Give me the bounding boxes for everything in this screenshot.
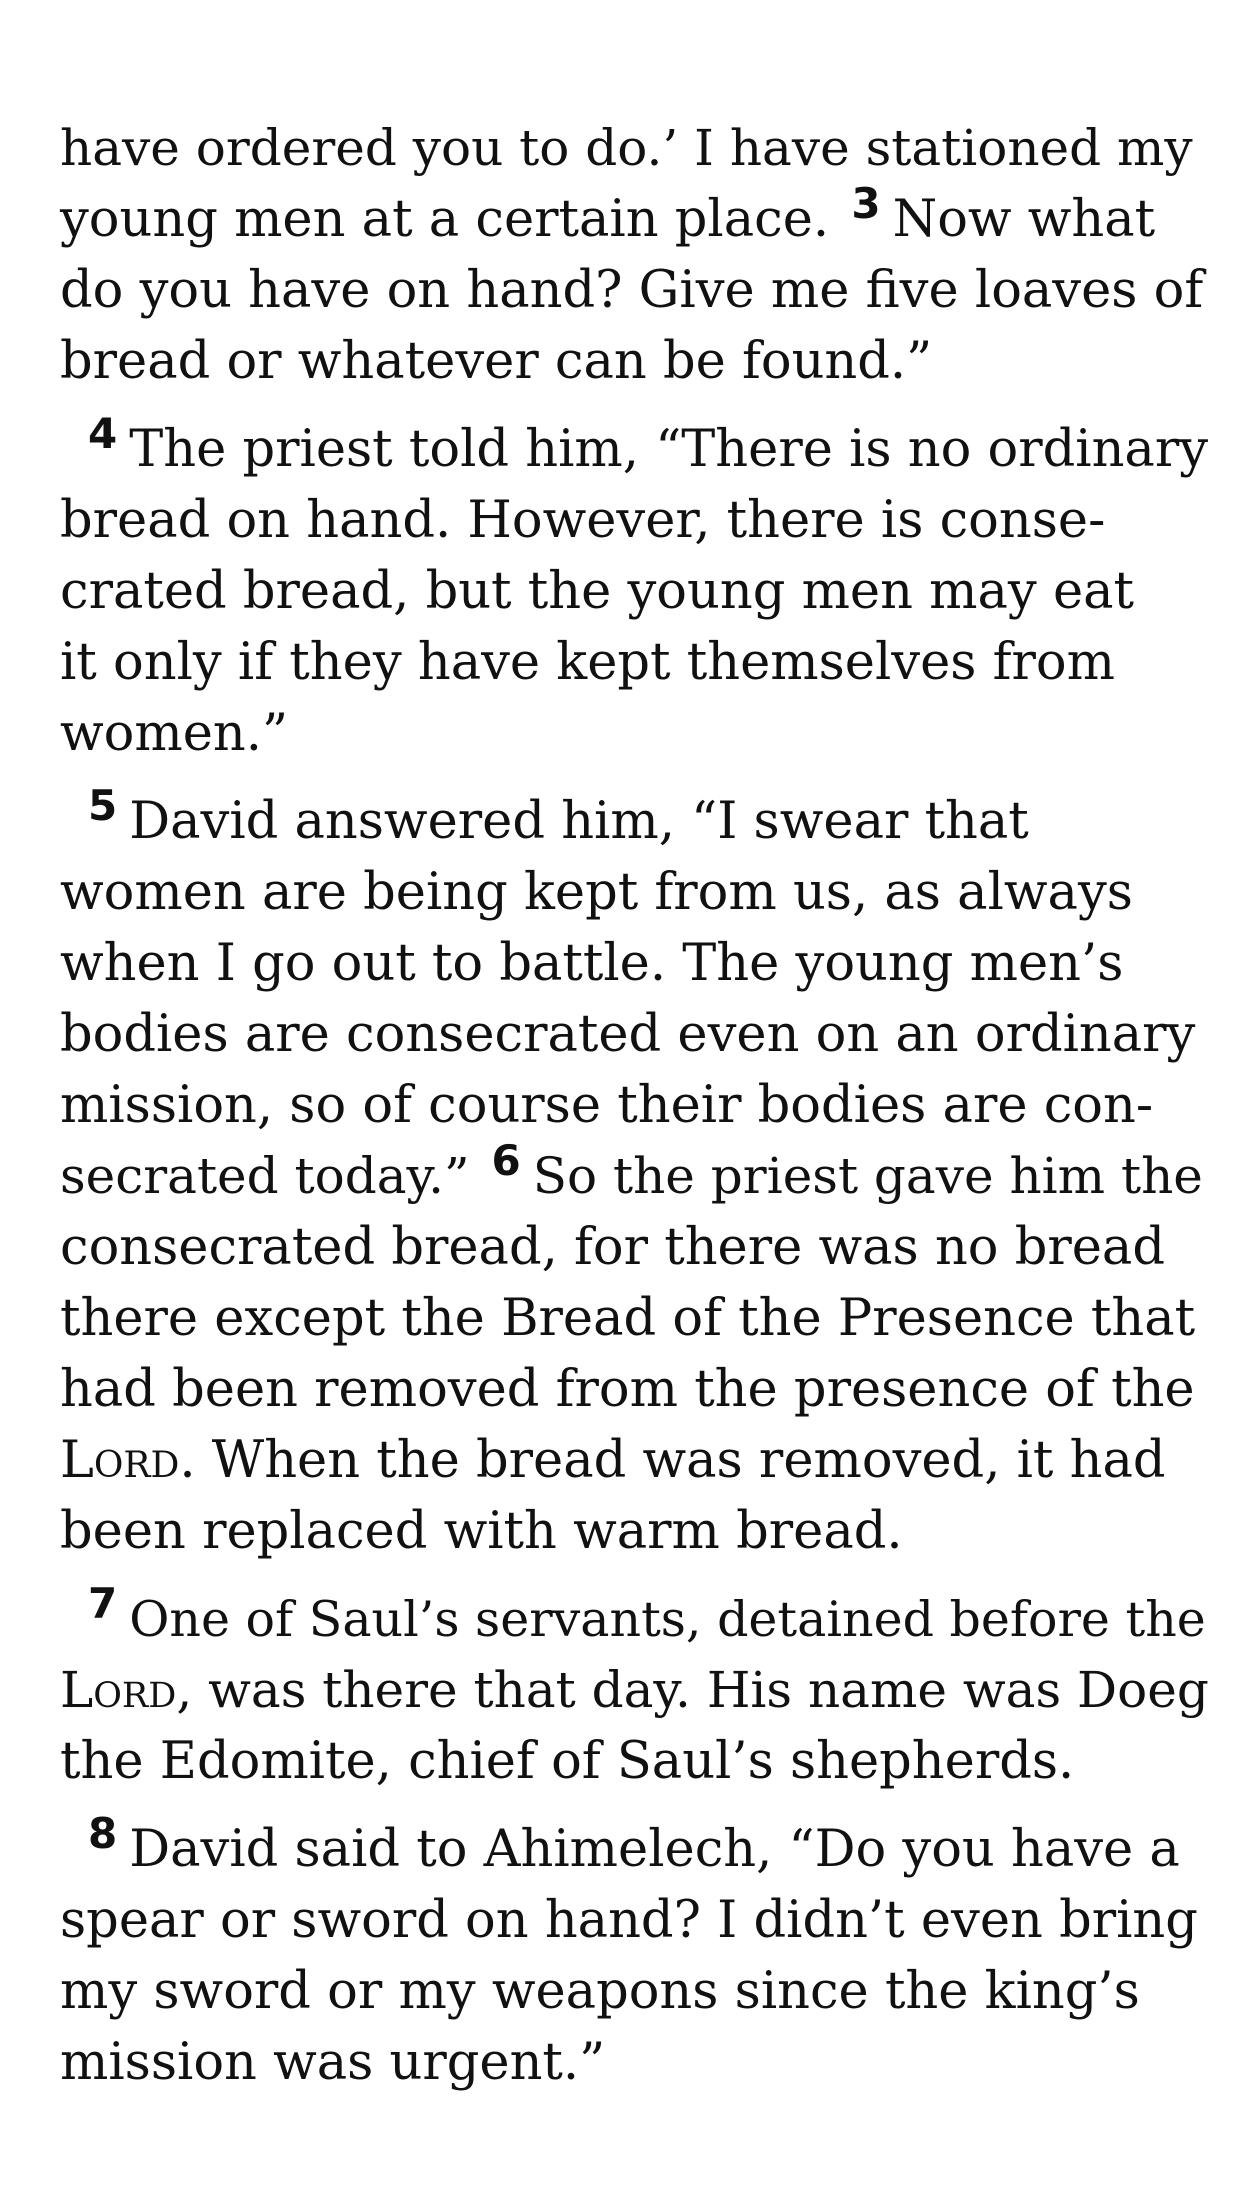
verse-text: had been removed from the presence of the xyxy=(60,1360,1195,1419)
verse-text: One of Saul’s servants, detained before the xyxy=(129,1591,1206,1648)
text-line xyxy=(60,1655,1210,1726)
verse-text: my sword or my weapons since the king’s xyxy=(60,1962,1140,2021)
verse-number: 8 xyxy=(88,1809,118,1858)
text-line xyxy=(60,857,1210,928)
scripture-page xyxy=(60,113,1210,2098)
text-line xyxy=(60,1956,1210,2027)
verse-text: when I go out to battle. The young men’s xyxy=(60,934,1124,993)
verse-text: . When the bread was removed, it had xyxy=(179,1431,1166,1490)
divine-name: Lord xyxy=(60,1661,177,1719)
verse-text: young men at a certain place. xyxy=(60,190,830,249)
text-line xyxy=(60,1885,1210,1956)
verse-text: consecrated bread, for there was no bread xyxy=(60,1218,1165,1277)
text-line xyxy=(60,1425,1210,1496)
verse-text: secrated today.” xyxy=(60,1147,470,1205)
text-line xyxy=(60,1579,1210,1655)
text-line xyxy=(60,409,1210,485)
verse-text: So the priest gave him the xyxy=(532,1147,1203,1205)
verse-text: do you have on hand? Give me five loaves of xyxy=(60,261,1204,320)
verse-text: there except the Bread of the Presence that xyxy=(60,1289,1196,1348)
text-line xyxy=(60,781,1210,857)
verse-number: 5 xyxy=(88,781,118,830)
text-line xyxy=(60,1070,1210,1141)
verse-number: 6 xyxy=(491,1136,521,1185)
text-line xyxy=(60,999,1210,1070)
verse-text: women are being kept from us, as always xyxy=(60,863,1133,922)
verse-text: The priest told him, “There is no ordinary xyxy=(129,420,1209,479)
text-line xyxy=(60,113,1210,184)
text-line xyxy=(60,698,1210,769)
verse-text: bread on hand. However, there is conse- xyxy=(60,491,1106,550)
text-line xyxy=(60,255,1210,326)
text-line xyxy=(60,2027,1210,2098)
text-line xyxy=(60,1809,1210,1885)
text-line xyxy=(60,326,1210,397)
verse-text: mission, so of course their bodies are con- xyxy=(60,1076,1154,1135)
verse-text: , was there that day. His name was Doeg xyxy=(176,1661,1209,1719)
text-line xyxy=(60,1354,1210,1425)
verse-text: mission was urgent.” xyxy=(60,2033,606,2092)
verse-text: the Edomite, chief of Saul’s shepherds. xyxy=(60,1732,1075,1791)
verse-number: 7 xyxy=(88,1579,118,1628)
verse-text: David said to Ahimelech, “Do you have a xyxy=(129,1820,1180,1879)
text-line xyxy=(60,1726,1210,1797)
text-line xyxy=(60,179,1210,255)
text-line xyxy=(60,1212,1210,1283)
text-line xyxy=(60,556,1210,627)
verse-text: it only if they have kept themselves from xyxy=(60,633,1115,692)
divine-name: Lord xyxy=(60,1431,180,1490)
verse-text: have ordered you to do.’ I have stationed my xyxy=(60,119,1193,177)
verse-number: 4 xyxy=(88,409,118,458)
text-line xyxy=(60,627,1210,698)
text-line xyxy=(60,1283,1210,1354)
text-line xyxy=(60,485,1210,556)
verse-text: been replaced with warm bread. xyxy=(60,1502,903,1561)
verse-number: 3 xyxy=(851,179,881,228)
verse-text: crated bread, but the young men may eat xyxy=(60,562,1135,621)
text-line xyxy=(60,928,1210,999)
text-line xyxy=(60,1496,1210,1567)
verse-text: Now what xyxy=(892,190,1156,249)
verse-text: women.” xyxy=(60,704,289,763)
text-line xyxy=(60,1136,1210,1212)
verse-text: bodies are consecrated even on an ordinary xyxy=(60,1005,1196,1064)
verse-text: bread or whatever can be found.” xyxy=(60,332,933,391)
verse-text: spear or sword on hand? I didn’t even bring xyxy=(60,1891,1198,1950)
verse-text: David answered him, “I swear that xyxy=(129,792,1029,851)
